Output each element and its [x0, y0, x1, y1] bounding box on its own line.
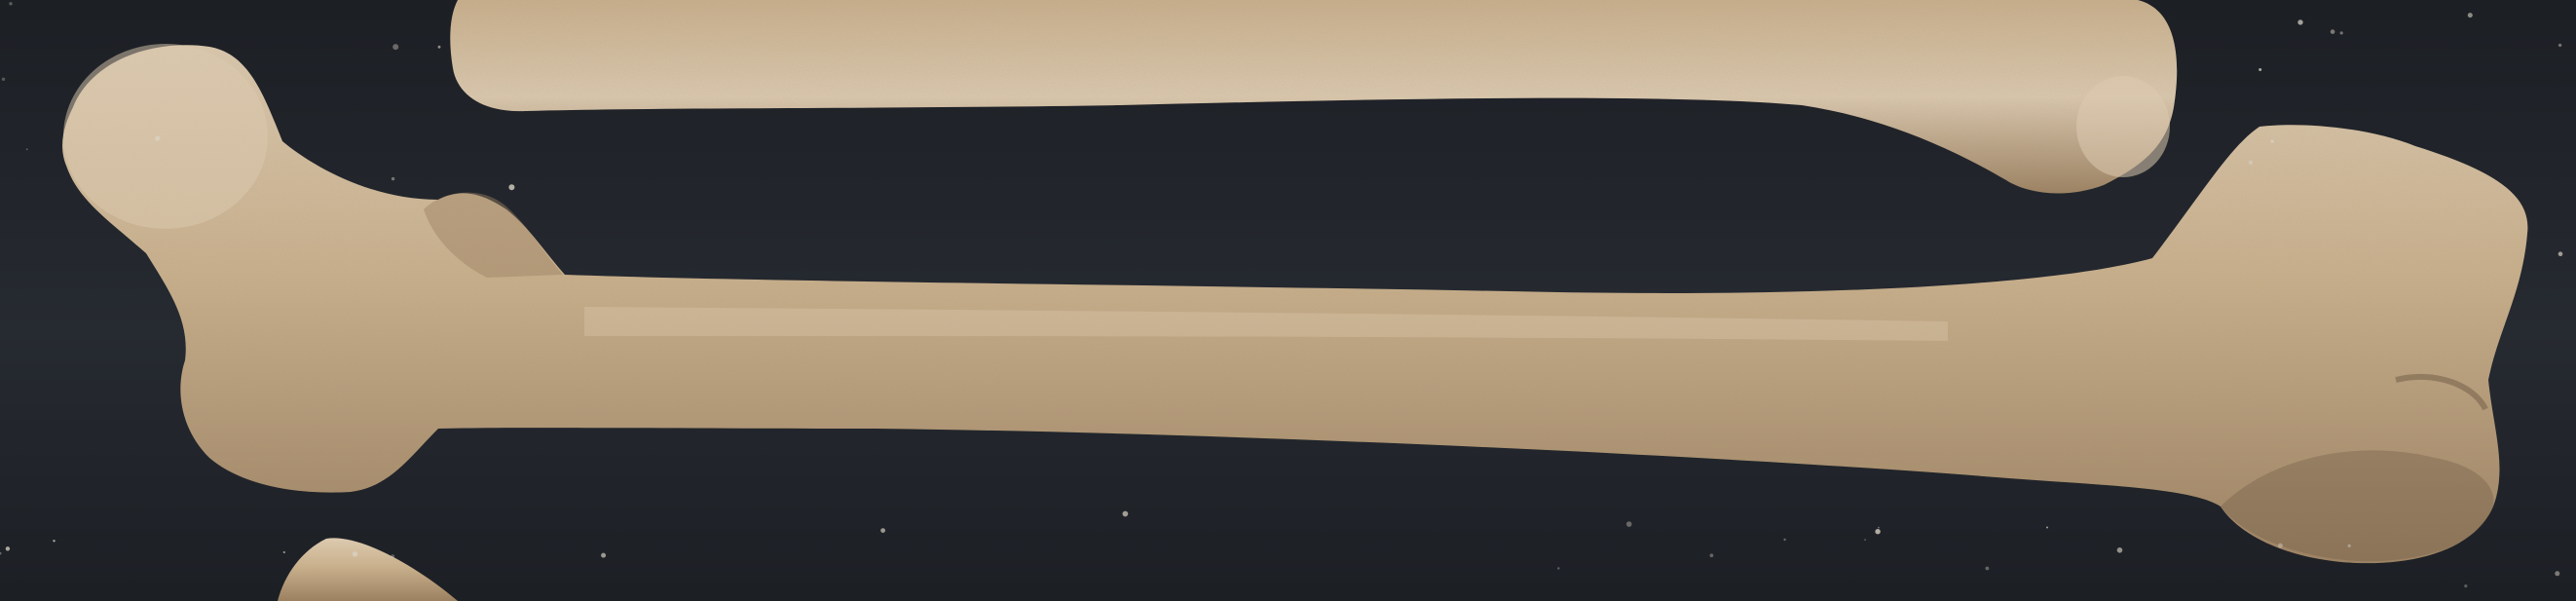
cloth-speck [391, 554, 394, 558]
cloth-speck [2, 78, 5, 81]
cloth-speck [2468, 13, 2473, 18]
cloth-speck [2331, 29, 2335, 34]
cloth-speck [2348, 545, 2351, 547]
femoral-head [63, 44, 268, 229]
cloth-speck [2555, 571, 2559, 576]
cloth-speck [1710, 553, 1714, 557]
cloth-speck [880, 528, 885, 533]
cloth-speck [26, 148, 28, 150]
cloth-speck [2249, 161, 2254, 166]
cloth-speck [1864, 539, 1866, 541]
cloth-speck [2046, 527, 2048, 529]
cloth-speck [2340, 31, 2343, 34]
cloth-speck [2558, 251, 2563, 256]
cloth-speck [1878, 527, 1880, 529]
cloth-speck [2464, 584, 2467, 587]
cloth-speck [2271, 140, 2274, 143]
cloth-speck [2297, 19, 2302, 24]
cloth-speck [1986, 567, 1990, 571]
cloth-speck [1875, 529, 1880, 534]
cloth-speck [2259, 68, 2261, 71]
cloth-speck [2117, 547, 2123, 553]
cloth-speck [353, 551, 357, 556]
cloth-speck [2278, 544, 2283, 548]
cloth-speck [283, 551, 285, 553]
cloth-speck [155, 135, 160, 140]
cloth-speck [601, 553, 606, 558]
cloth-speck [6, 546, 10, 550]
cloth-speck [2558, 44, 2561, 47]
cloth-speck [9, 2, 12, 5]
cloth-speck [1626, 521, 1632, 527]
cloth-speck [1123, 511, 1129, 517]
cloth-speck [438, 46, 441, 49]
cloth-speck [392, 44, 398, 50]
cloth-speck [1557, 567, 1559, 569]
cloth-speck [205, 64, 207, 66]
cloth-speck [53, 540, 55, 542]
cloth-speck [392, 177, 394, 180]
cloth-speck [1783, 539, 1785, 541]
cloth-speck [508, 184, 514, 190]
